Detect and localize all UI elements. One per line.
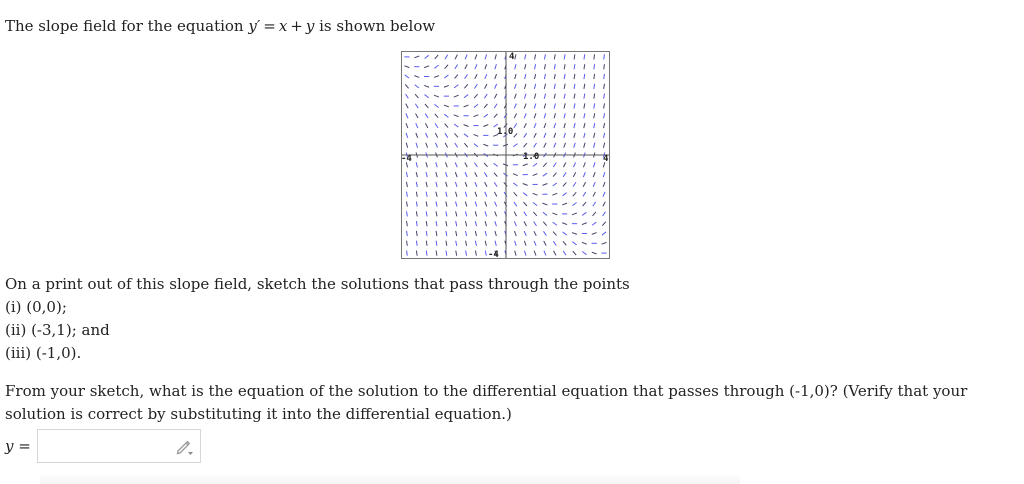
slope-segment (407, 251, 408, 256)
slope-segment (604, 64, 605, 69)
slope-field-svg (401, 51, 610, 259)
answer-row (5, 428, 201, 464)
equation-lhs: y′ (248, 17, 261, 35)
problem-intro (5, 16, 435, 36)
point-i: (i) (0,0); (5, 298, 67, 316)
instructions-lead: On a print out of this slope field, sketch the solutions that pass through the points (5, 275, 630, 293)
equation-x: x (278, 17, 288, 35)
answer-field[interactable] (37, 429, 201, 463)
label-y-bottom: -4 (488, 250, 499, 259)
label-y-top: 4 (509, 52, 515, 62)
slope-segment (407, 241, 408, 246)
pencil-icon[interactable] (174, 438, 194, 456)
label-x-left: -4 (401, 154, 412, 164)
equation-plus: + (290, 17, 303, 35)
equation-y: y (305, 17, 315, 35)
slope-field-plot (401, 51, 610, 259)
label-x-one: 1.0 (523, 152, 540, 162)
slope-segment (604, 54, 605, 59)
answer-label: y = (5, 437, 31, 455)
label-y-one: 1.0 (497, 127, 514, 137)
point-ii: (ii) (-3,1); and (5, 321, 110, 339)
bottom-shadow (40, 474, 740, 484)
slope-segment (416, 251, 417, 256)
label-x-right: 4 (603, 154, 609, 164)
point-iii: (iii) (-1,0). (5, 344, 82, 362)
intro-text: The slope field for the equation (5, 17, 249, 35)
instructions (5, 273, 630, 365)
slope-segment (594, 54, 595, 59)
equation-equals: = (263, 17, 276, 35)
question-text: From your sketch, what is the equation of the solution to the differential equation that passes through (-1,0)? (Verify that your solution is correct by substituting it into the differential equation.) (5, 382, 968, 423)
answer-input[interactable] (44, 431, 178, 463)
intro-text-end: is shown below (314, 17, 436, 35)
